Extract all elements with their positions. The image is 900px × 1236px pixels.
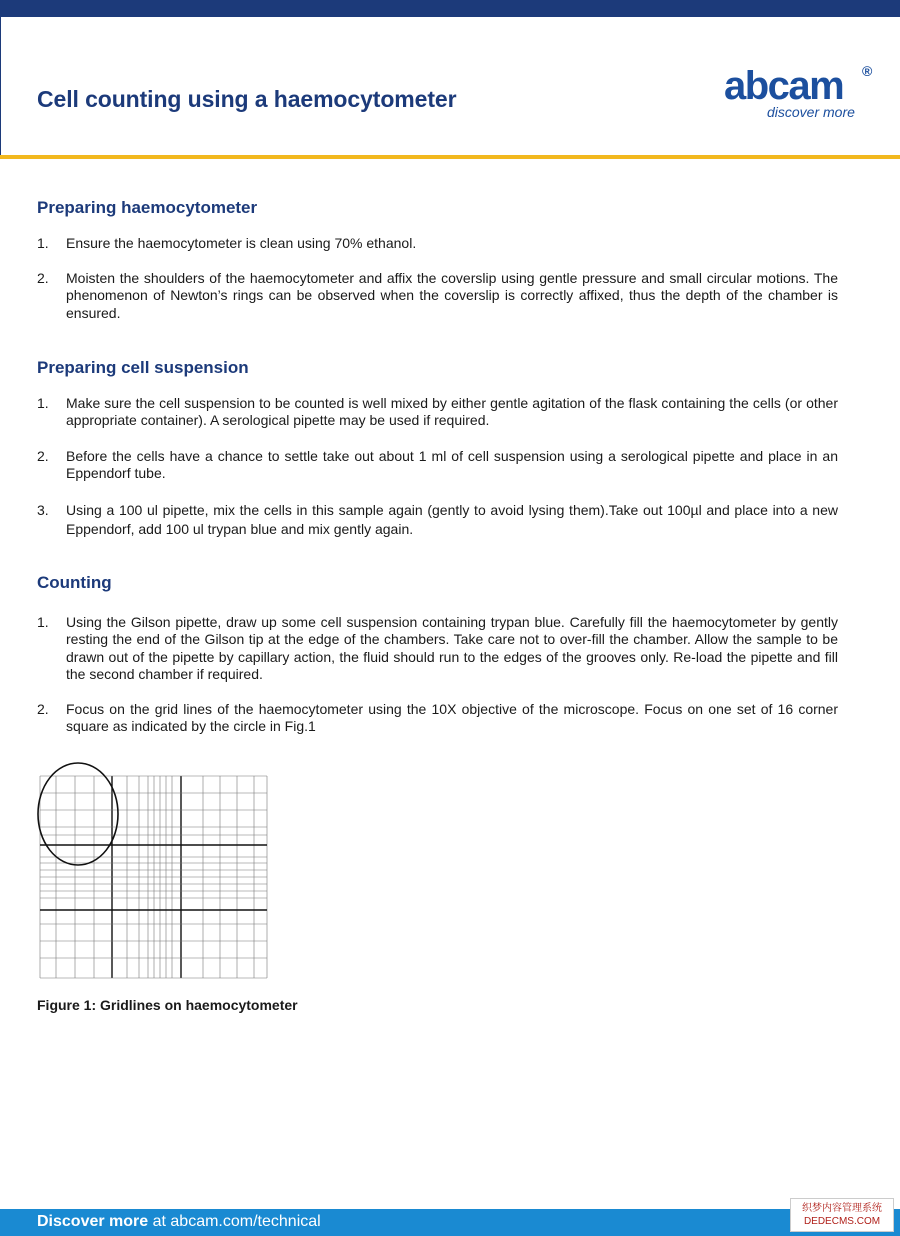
footer-discover-more: Discover more (37, 1213, 149, 1230)
item-text: Before the cells have a chance to settle take out about 1 ml of cell suspension using a serological pipette and place in an Eppendorf tube. (66, 448, 838, 482)
logo-wordmark: abcam (724, 64, 844, 108)
header-gold-rule (0, 155, 900, 159)
list-item (37, 448, 838, 483)
top-brand-bar (0, 0, 900, 17)
grid-lines (40, 776, 267, 978)
item-text: Moisten the shoulders of the haemocytometer and affix the coverslip using gentle pressure and small circular motions. The phenomenon of Newton’s rings can be observed when the coverslip is correctly affixed, thus the depth of the chamber is ensured. (66, 270, 838, 321)
focus-circle (38, 763, 118, 865)
list-item (37, 701, 838, 736)
item-text: Make sure the cell suspension to be counted is well mixed by either gentle agitation of the flask containing the cells (or other appropriate container). A serological pipette may be used if required. (66, 395, 838, 429)
watermark-line-1: 织梦内容管理系统 (802, 1203, 882, 1214)
footer-text (37, 1213, 321, 1231)
logo-tagline: discover more (767, 104, 855, 120)
item-number: 2. (37, 448, 49, 464)
item-number: 1. (37, 235, 49, 251)
haemocytometer-grid-figure (34, 760, 274, 982)
item-number: 2. (37, 270, 49, 286)
item-number: 1. (37, 395, 49, 411)
item-number: 2. (37, 701, 49, 717)
watermark (790, 1198, 894, 1232)
section-heading-preparing-haemocytometer: Preparing haemocytometer (37, 198, 258, 217)
figure-caption: Figure 1: Gridlines on haemocytometer (37, 997, 298, 1013)
item-text: Using a 100 ul pipette, mix the cells in this sample again (gently to avoid lysing them).Take out 100µl and place into a new Eppendorf, add 100 ul trypan blue and mix gently again. (66, 502, 838, 537)
list-item (37, 395, 838, 430)
item-number: 3. (37, 502, 49, 518)
list-item (37, 235, 838, 252)
registered-mark: ® (862, 63, 873, 79)
abcam-logo (724, 63, 884, 123)
page-title: Cell counting using a haemocytometer (37, 86, 457, 112)
section-heading-counting: Counting (37, 573, 112, 592)
footer-link-text[interactable]: at abcam.com/technical (148, 1213, 321, 1230)
list-item (37, 614, 838, 684)
item-number: 1. (37, 614, 49, 630)
item-text: Using the Gilson pipette, draw up some cell suspension containing trypan blue. Carefully fill the haemocytometer by gently resting the end of the Gilson tip at the edge of the chambers. Take care not to over-fill the chamber. Allow the sample to be drawn out of the pipette by capillary action, the fluid should run to the edges of the grooves only. Re-load the pipette and fill the second chamber if required. (66, 614, 838, 683)
footer-bar (0, 1209, 900, 1236)
list-item (37, 270, 838, 322)
item-text: Ensure the haemocytometer is clean using 70% ethanol. (66, 235, 417, 251)
header-side-rule (0, 17, 1, 157)
watermark-line-2: DEDECMS.COM (803, 1216, 881, 1227)
section-heading-preparing-cell-suspension: Preparing cell suspension (37, 358, 249, 377)
item-text: Focus on the grid lines of the haemocytometer using the 10X objective of the microscope. Focus on one set of 16 corner square as indicated by the circle in Fig.1 (66, 701, 838, 735)
list-item (37, 501, 838, 539)
